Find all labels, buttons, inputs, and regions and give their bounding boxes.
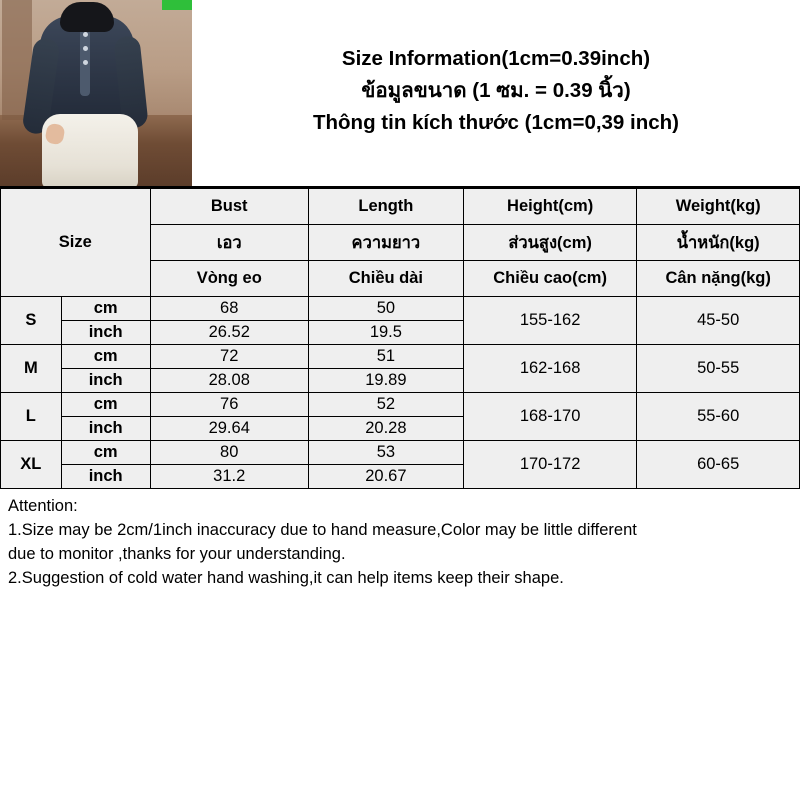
photo-button-1 <box>83 32 88 37</box>
length-cm-xl: 53 <box>308 441 463 465</box>
attention-heading: Attention: <box>8 497 78 515</box>
length-inch-xl: 20.67 <box>308 465 463 489</box>
unit-cm-m: cm <box>61 345 150 369</box>
size-table <box>0 188 800 489</box>
unit-cm-xl: cm <box>61 441 150 465</box>
attention-note-1-part-2: due to monitor ,thanks for your understanding. <box>8 544 346 563</box>
green-marker-bar <box>162 0 192 10</box>
model-photo <box>0 0 192 186</box>
table-row <box>1 297 800 321</box>
col-weight-vi: Cân nặng(kg) <box>637 261 800 297</box>
unit-cm-s: cm <box>61 297 150 321</box>
col-length-th: ความยาว <box>308 225 463 261</box>
unit-inch-s: inch <box>61 321 150 345</box>
col-height-th: ส่วนสูง(cm) <box>463 225 636 261</box>
title-line-vi: Thông tin kích thước (1cm=0,39 inch) <box>312 110 680 134</box>
col-bust-th: เอว <box>150 225 308 261</box>
row-size-xl: XL <box>1 441 62 489</box>
weight-s: 45-50 <box>637 297 800 345</box>
unit-inch-xl: inch <box>61 465 150 489</box>
bust-inch-s: 26.52 <box>150 321 308 345</box>
length-cm-l: 52 <box>308 393 463 417</box>
height-m: 162-168 <box>463 345 636 393</box>
bust-inch-xl: 31.2 <box>150 465 308 489</box>
length-inch-m: 19.89 <box>308 369 463 393</box>
length-inch-s: 19.5 <box>308 321 463 345</box>
weight-m: 50-55 <box>637 345 800 393</box>
title-line-en: Size Information(1cm=0.39inch) <box>341 47 651 71</box>
table-header-row-en <box>1 189 800 225</box>
photo-button-3 <box>83 60 88 65</box>
col-height-vi: Chiều cao(cm) <box>463 261 636 297</box>
table-row <box>1 345 800 369</box>
row-size-s: S <box>1 297 62 345</box>
col-height-en: Height(cm) <box>463 189 636 225</box>
bust-cm-s: 68 <box>150 297 308 321</box>
col-length-en: Length <box>308 189 463 225</box>
bust-cm-l: 76 <box>150 393 308 417</box>
col-weight-th: น้ำหนัก(kg) <box>637 225 800 261</box>
header <box>0 0 800 188</box>
attention-block <box>0 489 800 591</box>
height-xl: 170-172 <box>463 441 636 489</box>
unit-inch-l: inch <box>61 417 150 441</box>
length-inch-l: 20.28 <box>308 417 463 441</box>
bust-cm-xl: 80 <box>150 441 308 465</box>
row-size-l: L <box>1 393 62 441</box>
height-l: 168-170 <box>463 393 636 441</box>
photo-model-figure <box>28 2 146 186</box>
unit-cm-l: cm <box>61 393 150 417</box>
attention-note-2: 2.Suggestion of cold water hand washing,it can help items keep their shape. <box>8 568 564 587</box>
col-bust-en: Bust <box>150 189 308 225</box>
unit-inch-m: inch <box>61 369 150 393</box>
length-cm-s: 50 <box>308 297 463 321</box>
bust-inch-m: 28.08 <box>150 369 308 393</box>
row-size-m: M <box>1 345 62 393</box>
bust-inch-l: 29.64 <box>150 417 308 441</box>
size-header-cell: Size <box>1 189 151 297</box>
col-length-vi: Chiều dài <box>308 261 463 297</box>
photo-hair <box>60 2 114 32</box>
length-cm-m: 51 <box>308 345 463 369</box>
title-line-th: ข้อมูลขนาด (1 ซม. = 0.39 นิ้ว) <box>361 79 631 103</box>
col-bust-vi: Vòng eo <box>150 261 308 297</box>
title-block <box>192 0 800 186</box>
table-row <box>1 393 800 417</box>
col-weight-en: Weight(kg) <box>637 189 800 225</box>
weight-xl: 60-65 <box>637 441 800 489</box>
photo-button-2 <box>83 46 88 51</box>
height-s: 155-162 <box>463 297 636 345</box>
attention-note-1-part-1: 1.Size may be 2cm/1inch inaccuracy due to hand measure,Color may be little different <box>8 520 637 539</box>
weight-l: 55-60 <box>637 393 800 441</box>
bust-cm-m: 72 <box>150 345 308 369</box>
table-row <box>1 441 800 465</box>
